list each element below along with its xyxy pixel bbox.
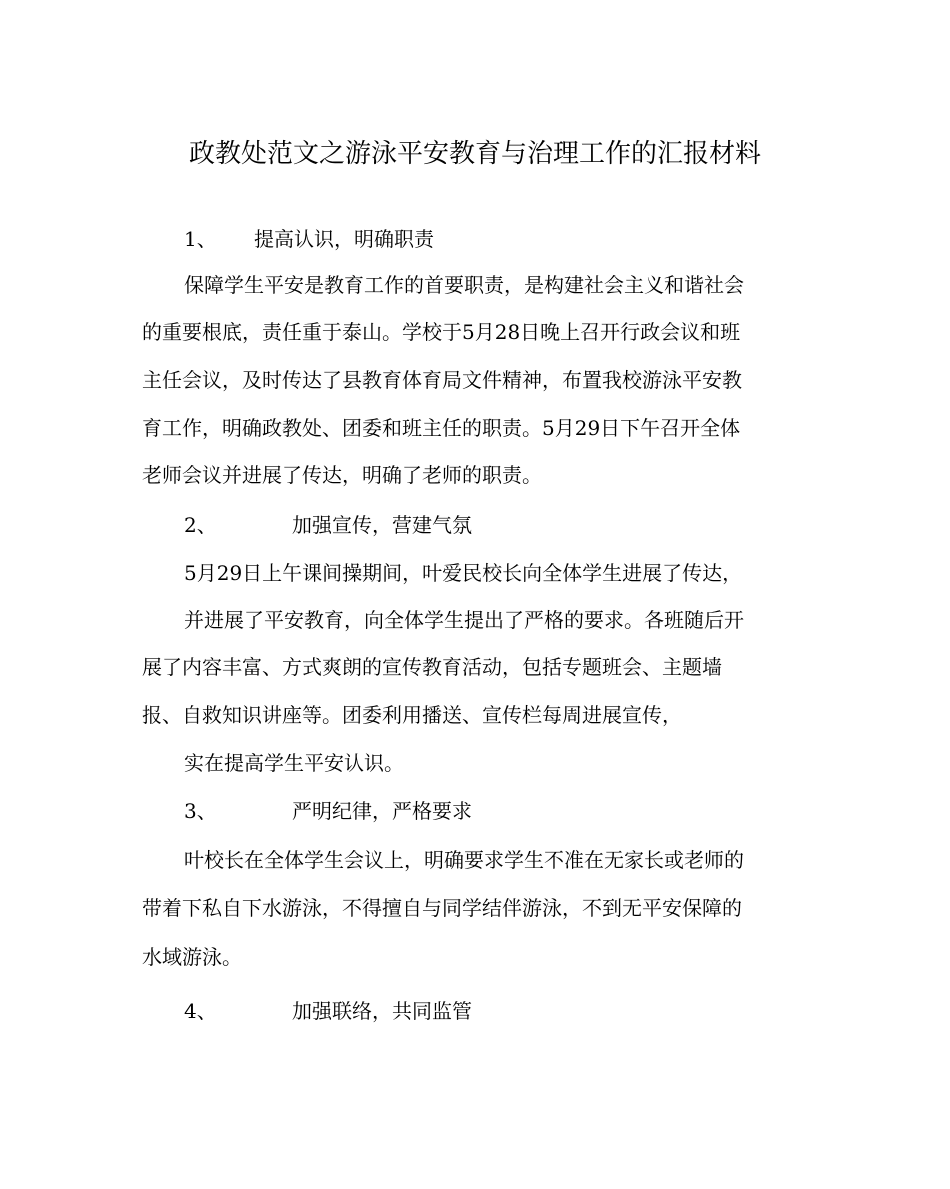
paragraph-line: 展了内容丰富、方式爽朗的宣传教育活动，包括专题班会、主题墙 <box>142 655 722 679</box>
section-number: 2、 <box>184 513 217 537</box>
paragraph-line: 并进展了平安教育，向全体学生提出了严格的要求。各班随后开 <box>184 608 744 632</box>
section-heading: 加强联络，共同监管 <box>292 999 472 1023</box>
section-heading: 提高认识，明确职责 <box>254 227 434 251</box>
section-number: 3、 <box>184 799 217 823</box>
paragraph-line: 老师会议并进展了传达，明确了老师的职责。 <box>142 463 542 487</box>
paragraph-line: 水域游泳。 <box>142 945 242 969</box>
document-title: 政教处范文之游泳平安教育与治理工作的汇报材料 <box>188 139 761 169</box>
section-heading: 严明纪律，严格要求 <box>292 799 472 823</box>
paragraph-line: 主任会议，及时传达了县教育体育局文件精神，布置我校游泳平安教 <box>142 368 742 392</box>
paragraph-line: 保障学生平安是教育工作的首要职责，是构建社会主义和谐社会 <box>184 273 744 297</box>
section-heading: 加强宣传，营建气氛 <box>292 513 472 537</box>
paragraph-line: 5月29日上午课间操期间，叶爱民校长向全体学生进展了传达， <box>184 561 743 585</box>
section-number: 4、 <box>184 999 217 1023</box>
paragraph-line: 叶校长在全体学生会议上，明确要求学生不准在无家长或老师的 <box>184 848 744 872</box>
paragraph-line: 报、自救知识讲座等。团委利用播送、宣传栏每周进展宣传， <box>142 703 682 727</box>
paragraph-line: 实在提高学生平安认识。 <box>184 751 404 775</box>
paragraph-line: 的重要根底，责任重于泰山。学校于5月28日晚上召开行政会议和班 <box>142 320 741 344</box>
paragraph-line: 育工作，明确政教处、团委和班主任的职责。5月29日下午召开全体 <box>142 416 741 440</box>
section-number: 1、 <box>184 227 217 251</box>
paragraph-line: 带着下私自下水游泳，不得擅自与同学结伴游泳，不到无平安保障的 <box>142 896 742 920</box>
